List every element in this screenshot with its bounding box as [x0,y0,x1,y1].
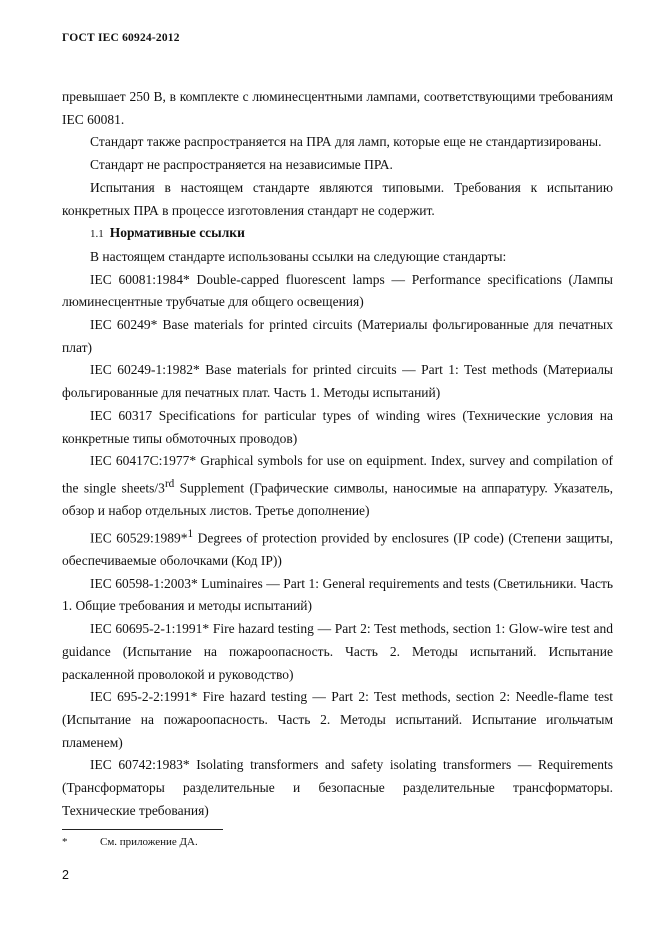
paragraph-scope: Стандарт также распространяется на ПРА для ламп, которые еще не стандартизированы. [90,134,602,150]
paragraph-continuation: превышает 250 В, в комплекте с люминесцентными лампами, соответствующими требованиям IEC 60081. [62,89,613,127]
reference-item [62,450,613,523]
page-number: 2 [62,868,69,882]
footnote-divider [62,829,223,830]
superscript: 1 [187,527,194,540]
section-number: 1.1 [90,228,104,241]
reference-item [62,523,613,573]
reference-text: Degrees of protection provided by enclosures (IP code) (Степени защиты, обеспечиваемые оболочками (Код IP)) [62,530,613,569]
reference-item: IEC 60249-1:1982* Base materials for printed circuits — Part 1: Test methods (Материалы фольгированные для печатных плат. Часть 1. Методы испытаний) [62,362,613,401]
reference-text: Supplement (Графические символы, наносимые на аппаратуру. Указатель, обзор и набор отдельных листов. Третье дополнение) [62,480,613,519]
section-title: Нормативные ссылки [109,225,245,241]
footnote-mark: * [62,836,68,848]
reference-item: IEC 60249* Base materials for printed circuits (Материалы фольгированные для печатных плат) [62,317,613,355]
footnote [62,836,198,848]
footnote-text: См. приложение ДА. [100,836,198,848]
reference-item: IEC 695-2-2:1991* Fire hazard testing — Part 2: Test methods, section 2: Needle-flame test (Испытание на пожароопасность. Часть 2. Методы испытаний. Испытание игольчатым пламенем) [62,689,613,750]
reference-text: IEC 60529:1989* [90,530,188,546]
reference-item: IEC 60695-2-1:1991* Fire hazard testing — Part 2: Test methods, section 1: Glow-wire test and guidance (Испытание на пожароопасность. Часть 2. Методы испытаний. Испытание раскаленной проволокой и руководство) [62,621,613,682]
section-heading [62,222,613,246]
document-body [62,86,613,823]
document-header: ГОСТ IEC 60924-2012 [62,32,180,44]
reference-text: IEC 60417C:1977* Graphical symbols for use on equipment. Index, survey and compilation of the single sheets/3 [62,453,613,496]
reference-item: IEC 60317 Specifications for particular types of winding wires (Технические условия на конкретные типы обмоточных проводов) [62,407,613,446]
references-intro: В настоящем стандарте использованы ссылки на следующие стандарты: [90,248,507,264]
paragraph-tests: Испытания в настоящем стандарте являются типовыми. Требования к испытанию конкретных ПРА в процессе изготовления стандарт не содержит. [62,179,613,218]
reference-item: IEC 60598-1:2003* Luminaires — Part 1: General requirements and tests (Светильники. Часть 1. Общие требования и методы испытаний) [62,575,613,614]
reference-item: IEC 60081:1984* Double-capped fluorescent lamps — Performance specifications (Лампы люминесцентные трубчатые для общего освещения) [62,271,613,310]
superscript: rd [164,477,175,490]
reference-item: IEC 60742:1983* Isolating transformers and safety isolating transformers — Requirements (Трансформаторы разделительные и безопасные разделительные трансформаторы. Технические требования) [62,757,613,818]
paragraph-exclusion: Стандарт не распространяется на независимые ПРА. [90,157,393,173]
